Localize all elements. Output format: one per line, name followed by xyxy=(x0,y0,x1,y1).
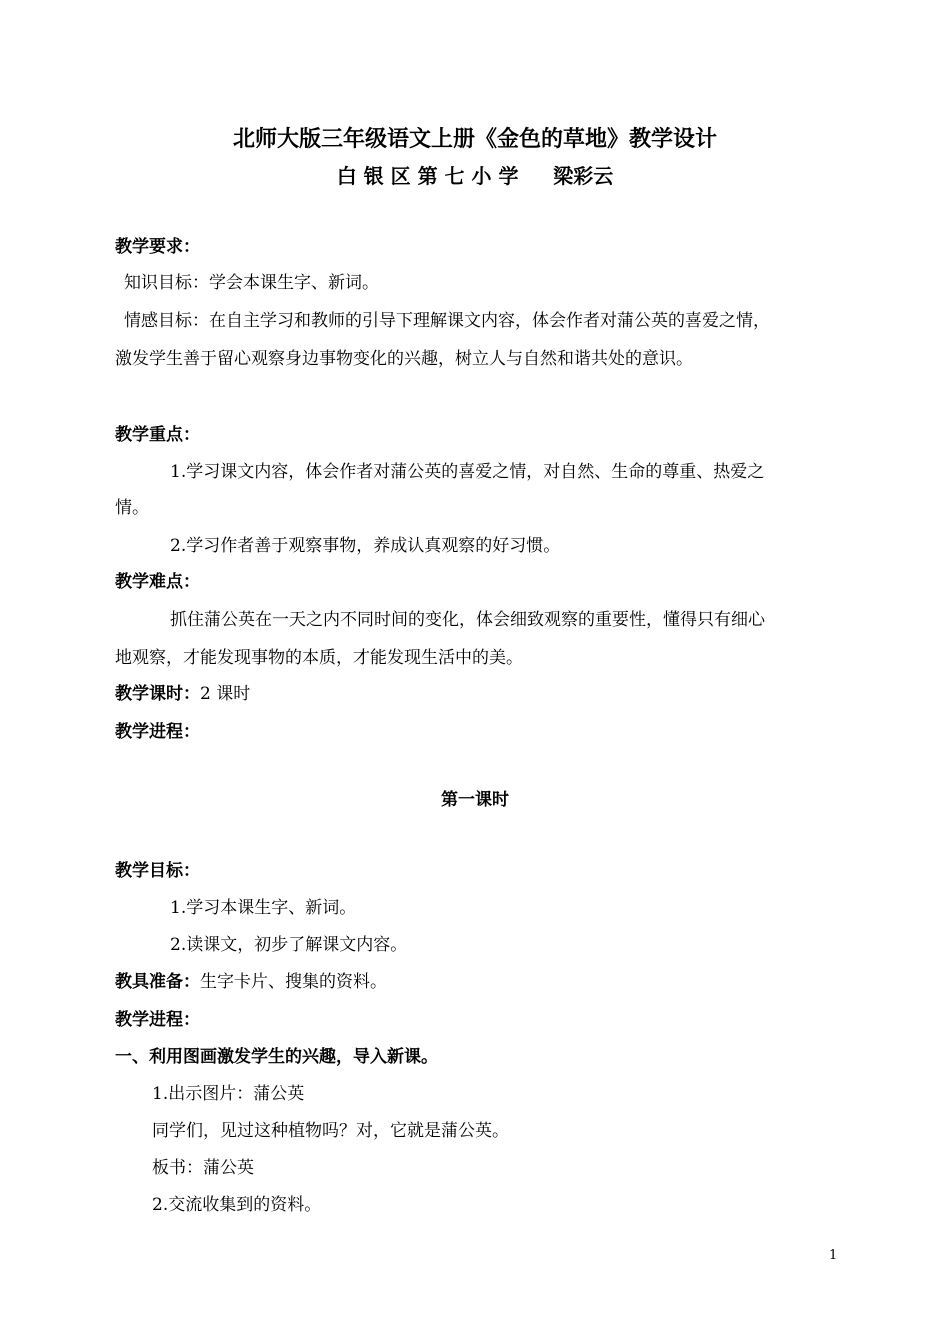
teaching-tools xyxy=(115,971,387,993)
author-line: 白 银 区 第 七 小 学 梁彩云 xyxy=(336,164,614,188)
process-heading: 教学进程： xyxy=(115,722,200,742)
key-points-heading: 教学重点： xyxy=(115,425,200,445)
key-point-1-line-2: 情。 xyxy=(115,498,149,518)
lesson-goal-1: 1.学习本课生字、新词。 xyxy=(170,898,357,918)
class-hours xyxy=(115,683,250,705)
page-number: 1 xyxy=(829,1248,838,1263)
document-title: 北师大版三年级语文上册《金色的草地》教学设计 xyxy=(232,127,717,152)
step-one-text: 同学们，见过这种植物吗？对，它就是蒲公英。 xyxy=(152,1121,509,1141)
lesson-goal-2: 2.读课文，初步了解课文内容。 xyxy=(170,935,408,955)
knowledge-goal: 知识目标：学会本课生字、新词。 xyxy=(124,273,379,293)
requirements-heading: 教学要求： xyxy=(115,237,200,257)
lesson-process-heading: 教学进程： xyxy=(115,1010,200,1030)
emotion-goal-line-2: 激发学生善于留心观察身边事物变化的兴趣，树立人与自然和谐共处的意识。 xyxy=(115,349,693,369)
difficulty-heading: 教学难点： xyxy=(115,572,200,592)
key-point-2: 2.学习作者善于观察事物，养成认真观察的好习惯。 xyxy=(170,536,561,556)
emotion-goal-line-1: 情感目标：在自主学习和教师的引导下理解课文内容，体会作者对蒲公英的喜爱之情， xyxy=(124,311,770,331)
step-one-item-1: 1.出示图片：蒲公英 xyxy=(152,1084,305,1104)
class-hours-label: 教学课时： xyxy=(115,684,200,704)
difficulty-line-1: 抓住蒲公英在一天之内不同时间的变化，体会细致观察的重要性，懂得只有细心 xyxy=(170,610,765,630)
teaching-tools-label: 教具准备： xyxy=(115,972,200,992)
difficulty-line-2: 地观察，才能发现事物的本质，才能发现生活中的美。 xyxy=(115,648,523,668)
teaching-tools-value: 生字卡片、搜集的资料。 xyxy=(200,972,387,992)
class-hours-value: 2 课时 xyxy=(200,684,251,704)
lesson-goal-heading: 教学目标： xyxy=(115,861,200,881)
step-one-heading: 一、利用图画激发学生的兴趣，导入新课。 xyxy=(115,1047,438,1067)
key-point-1-line-1: 1.学习课文内容，体会作者对蒲公英的喜爱之情，对自然、生命的尊重、热爱之 xyxy=(170,462,765,482)
lesson-title: 第一课时 xyxy=(441,790,509,810)
step-one-board: 板书：蒲公英 xyxy=(152,1158,254,1178)
step-one-item-2: 2.交流收集到的资料。 xyxy=(152,1195,322,1215)
